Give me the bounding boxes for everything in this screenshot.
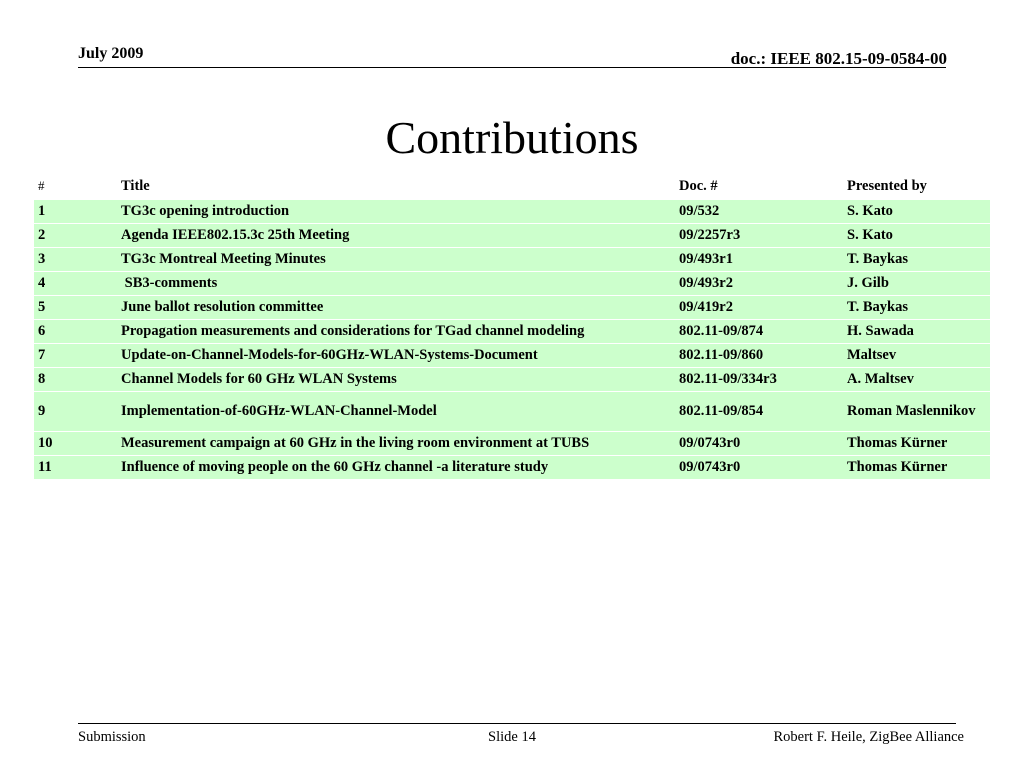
row-doc: 802.11-09/854 (675, 392, 843, 432)
row-doc: 09/0743r0 (675, 432, 843, 456)
row-number: 9 (34, 392, 117, 432)
table-header-row (34, 173, 990, 200)
table-row (34, 272, 990, 296)
footer-author: Robert F. Heile, ZigBee Alliance (773, 729, 964, 745)
table-row (34, 224, 990, 248)
row-title: Measurement campaign at 60 GHz in the living room environment at TUBS (117, 432, 675, 456)
row-doc: 802.11-09/334r3 (675, 368, 843, 392)
row-presenter: Roman Maslennikov (843, 392, 990, 432)
row-title: Influence of moving people on the 60 GHz channel -a literature study (117, 456, 675, 480)
row-doc: 09/419r2 (675, 296, 843, 320)
slide-title: Contributions (385, 112, 639, 163)
column-header-number: # (34, 173, 117, 200)
row-title: TG3c opening introduction (117, 200, 675, 224)
header-divider (78, 67, 946, 68)
table-row (34, 248, 990, 272)
table-row (34, 344, 990, 368)
table-row (34, 200, 990, 224)
row-presenter: S. Kato (843, 200, 990, 224)
footer-divider (78, 723, 956, 724)
row-presenter: A. Maltsev (843, 368, 990, 392)
row-title: Propagation measurements and considerations for TGad channel modeling (117, 320, 675, 344)
row-number: 11 (34, 456, 117, 480)
row-number: 3 (34, 248, 117, 272)
table-row (34, 432, 990, 456)
row-title: Implementation-of-60GHz-WLAN-Channel-Model (117, 392, 675, 432)
row-doc: 09/493r2 (675, 272, 843, 296)
row-presenter: Thomas Kürner (843, 432, 990, 456)
column-header-title: Title (117, 173, 675, 200)
row-number: 4 (34, 272, 117, 296)
row-doc: 09/493r1 (675, 248, 843, 272)
contributions-table (34, 173, 990, 479)
row-presenter: Maltsev (843, 344, 990, 368)
row-title: SB3-comments (117, 272, 675, 296)
column-header-doc: Doc. # (675, 173, 843, 200)
row-doc: 09/532 (675, 200, 843, 224)
table-row (34, 320, 990, 344)
row-doc: 802.11-09/874 (675, 320, 843, 344)
row-number: 6 (34, 320, 117, 344)
header-doc-id: doc.: IEEE 802.15-09-0584-00 (730, 49, 947, 68)
header-date: July 2009 (78, 45, 144, 62)
row-presenter: Thomas Kürner (843, 456, 990, 480)
row-presenter: S. Kato (843, 224, 990, 248)
column-header-presenter: Presented by (843, 173, 990, 200)
row-title: June ballot resolution committee (117, 296, 675, 320)
row-presenter: H. Sawada (843, 320, 990, 344)
row-title: Channel Models for 60 GHz WLAN Systems (117, 368, 675, 392)
table-row (34, 368, 990, 392)
row-number: 5 (34, 296, 117, 320)
table-row (34, 392, 990, 432)
footer-submission: Submission (78, 729, 146, 745)
row-number: 7 (34, 344, 117, 368)
row-doc: 802.11-09/860 (675, 344, 843, 368)
table-row (34, 296, 990, 320)
row-number: 2 (34, 224, 117, 248)
row-presenter: T. Baykas (843, 296, 990, 320)
row-title: Update-on-Channel-Models-for-60GHz-WLAN-Systems-Document (117, 344, 675, 368)
row-presenter: J. Gilb (843, 272, 990, 296)
row-doc: 09/2257r3 (675, 224, 843, 248)
row-title: Agenda IEEE802.15.3c 25th Meeting (117, 224, 675, 248)
row-title: TG3c Montreal Meeting Minutes (117, 248, 675, 272)
row-number: 10 (34, 432, 117, 456)
table-row (34, 456, 990, 480)
row-number: 1 (34, 200, 117, 224)
footer-slide-number: Slide 14 (488, 729, 536, 745)
row-number: 8 (34, 368, 117, 392)
row-presenter: T. Baykas (843, 248, 990, 272)
row-doc: 09/0743r0 (675, 456, 843, 480)
